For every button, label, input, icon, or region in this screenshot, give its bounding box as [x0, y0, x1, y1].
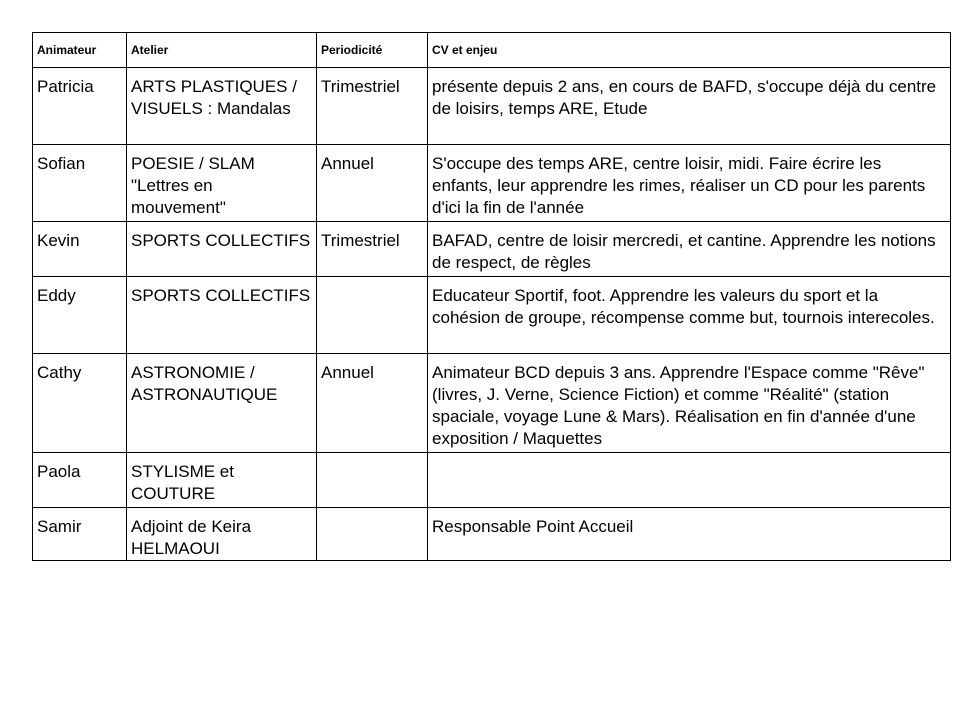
header-cv-et-enjeu: CV et enjeu: [428, 33, 951, 68]
cell-atelier: STYLISME et COUTURE: [127, 453, 317, 508]
atelier-table: [32, 32, 951, 561]
table-row: [33, 453, 951, 508]
cell-animateur: Kevin: [33, 222, 127, 277]
table-row: [33, 277, 951, 354]
cell-atelier: Adjoint de Keira HELMAOUI: [127, 508, 317, 561]
table-row: [33, 508, 951, 561]
cell-periodicite: [317, 277, 428, 354]
header-atelier: Atelier: [127, 33, 317, 68]
cell-cv: Animateur BCD depuis 3 ans. Apprendre l'Espace comme "Rêve" (livres, J. Verne, Science Fiction) et comme "Réalité" (station spaciale, voyage Lune & Mars). Réalisation en fin d'année d'une exposition / Maquettes: [428, 354, 951, 453]
cell-cv: S'occupe des temps ARE, centre loisir, midi. Faire écrire les enfants, leur apprendre les rimes, réaliser un CD pour les parents d'ici la fin de l'année: [428, 145, 951, 222]
cell-periodicite: Annuel: [317, 354, 428, 453]
document-page: [32, 32, 950, 561]
cell-atelier: SPORTS COLLECTIFS: [127, 277, 317, 354]
table-row: [33, 68, 951, 145]
cell-periodicite: Annuel: [317, 145, 428, 222]
cell-animateur: Patricia: [33, 68, 127, 145]
cell-animateur: Paola: [33, 453, 127, 508]
cell-cv: Responsable Point Accueil: [428, 508, 951, 561]
cell-animateur: Cathy: [33, 354, 127, 453]
header-periodicite: Periodicité: [317, 33, 428, 68]
cell-atelier: ARTS PLASTIQUES / VISUELS : Mandalas: [127, 68, 317, 145]
cell-periodicite: Trimestriel: [317, 222, 428, 277]
cell-cv: BAFAD, centre de loisir mercredi, et cantine. Apprendre les notions de respect, de règles: [428, 222, 951, 277]
header-animateur: Animateur: [33, 33, 127, 68]
cell-periodicite: [317, 508, 428, 561]
table-row: [33, 145, 951, 222]
cell-cv: Educateur Sportif, foot. Apprendre les valeurs du sport et la cohésion de groupe, récompense comme but, tournois interecoles.: [428, 277, 951, 354]
cell-animateur: Eddy: [33, 277, 127, 354]
cell-cv: [428, 453, 951, 508]
cell-atelier: POESIE / SLAM "Lettres en mouvement": [127, 145, 317, 222]
table-row: [33, 354, 951, 453]
table-row: [33, 222, 951, 277]
cell-periodicite: [317, 453, 428, 508]
table-header-row: [33, 33, 951, 68]
cell-atelier: ASTRONOMIE / ASTRONAUTIQUE: [127, 354, 317, 453]
cell-animateur: Sofian: [33, 145, 127, 222]
cell-cv: présente depuis 2 ans, en cours de BAFD, s'occupe déjà du centre de loisirs, temps ARE, Etude: [428, 68, 951, 145]
cell-animateur: Samir: [33, 508, 127, 561]
cell-atelier: SPORTS COLLECTIFS: [127, 222, 317, 277]
cell-periodicite: Trimestriel: [317, 68, 428, 145]
